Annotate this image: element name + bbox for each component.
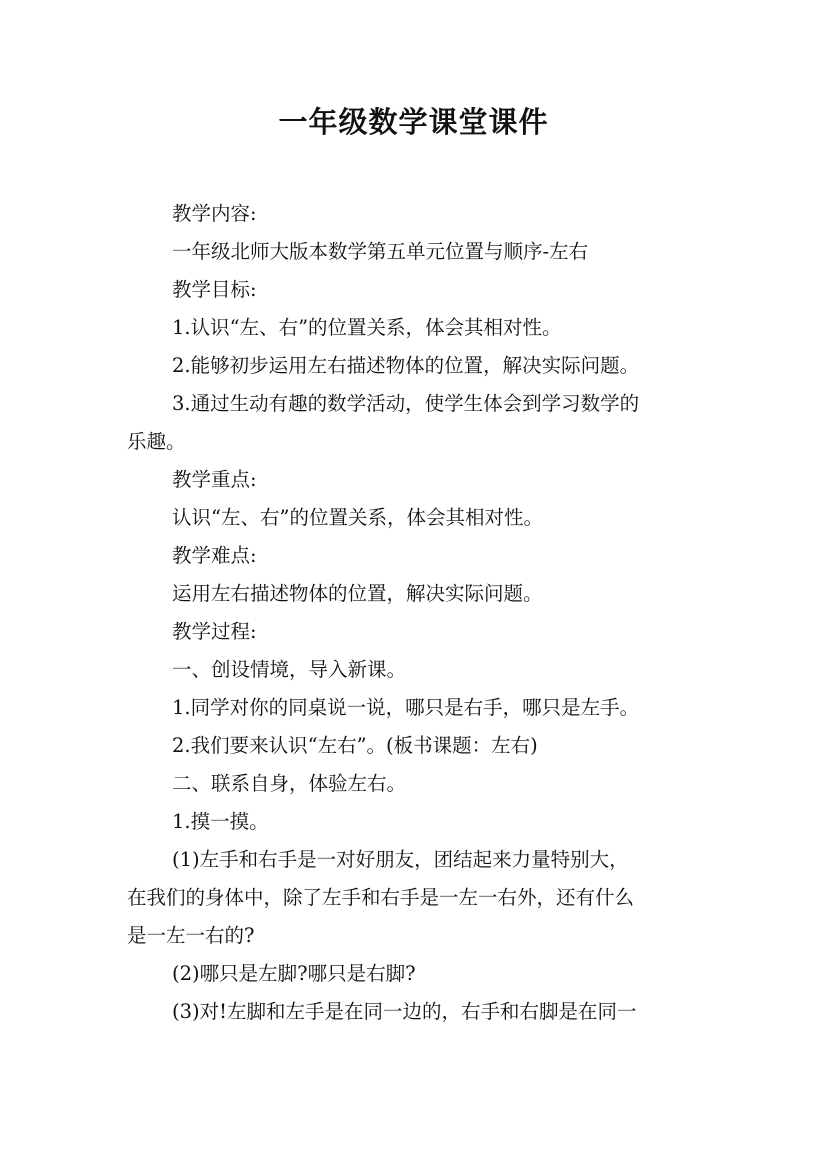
paragraph-line: (1)左手和右手是一对好朋友，团结起来力量特别大， <box>172 848 629 871</box>
paragraph-line: 在我们的身体中，除了左手和右手是一左一右外，还有什么 <box>127 886 635 909</box>
paragraph-line: 一年级北师大版本数学第五单元位置与顺序-左右 <box>172 240 589 263</box>
paragraph-line: 2.我们要来认识“左右”。(板书课题：左右) <box>172 734 538 757</box>
paragraph-line: 教学难点: <box>172 544 257 567</box>
paragraph-line: 运用左右描述物体的位置，解决实际问题。 <box>172 582 543 605</box>
document-title: 一年级数学课堂课件 <box>278 105 549 139</box>
paragraph-line: 1.摸一摸。 <box>172 810 269 833</box>
paragraph-line: 2.能够初步运用左右描述物体的位置，解决实际问题。 <box>172 354 640 377</box>
paragraph-line: 是一左一右的? <box>127 924 255 947</box>
paragraph-line: 二、联系自身，体验左右。 <box>172 772 407 795</box>
paragraph-line: 乐趣。 <box>127 430 186 453</box>
document-body <box>127 195 727 1031</box>
paragraph-line: 教学过程: <box>172 620 257 643</box>
paragraph-line: 1.认识“左、右”的位置关系，体会其相对性。 <box>172 316 562 339</box>
paragraph-line: 教学目标: <box>172 278 257 301</box>
paragraph-line: 一、创设情境，导入新课。 <box>172 658 407 681</box>
paragraph-line: 认识“左、右”的位置关系，体会其相对性。 <box>172 506 543 529</box>
paragraph-line: (3)对!左脚和左手是在同一边的，右手和右脚是在同一 <box>172 1000 637 1023</box>
paragraph-line: 教学内容: <box>172 202 257 225</box>
paragraph-line: (2)哪只是左脚?哪只是右脚? <box>172 962 416 985</box>
paragraph-line: 3.通过生动有趣的数学活动，使学生体会到学习数学的 <box>172 392 640 415</box>
paragraph-line: 教学重点: <box>172 468 257 491</box>
paragraph-line: 1.同学对你的同桌说一说，哪只是右手，哪只是左手。 <box>172 696 640 719</box>
